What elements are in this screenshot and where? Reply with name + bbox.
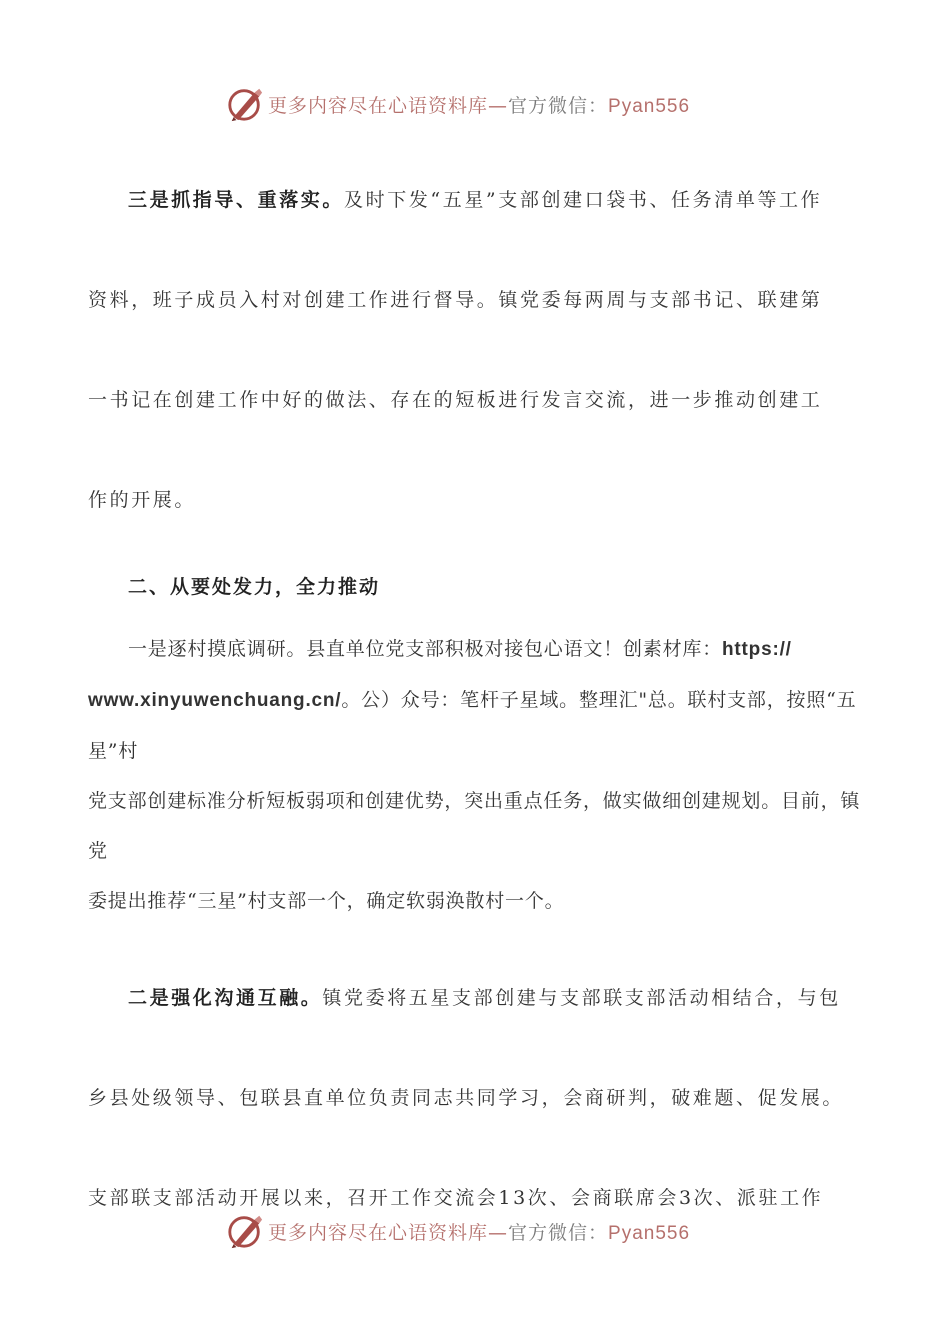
paragraph-3-lead: 二是强化沟通互融。 bbox=[128, 987, 323, 1009]
paragraph-1-line-2: 资料，班子成员入村对创建工作进行督导。镇党委每两周与支部书记、联建第 bbox=[88, 289, 823, 311]
paragraph-gap bbox=[88, 926, 868, 948]
header-banner bbox=[226, 84, 690, 124]
document-body bbox=[88, 150, 868, 1248]
paragraph-2-line-4: 委提出推荐“三星”村支部一个，确定软弱涣散村一个。 bbox=[88, 890, 565, 912]
wechat-id: Pyan556 bbox=[608, 1222, 691, 1244]
website-url-part2: www.xinyuwenchuang.cn/ bbox=[88, 690, 342, 711]
paragraph-2-line-1: 一是逐村摸底调研。县直单位党支部积极对接包心语文！创素材库：https:// bbox=[128, 638, 792, 660]
pen-circle-logo-icon bbox=[226, 1212, 264, 1250]
banner-text: 更多内容尽在心语资料库—官方微信：Pyan556 bbox=[268, 94, 691, 117]
section-heading: 二、从要处发力，全力推动 bbox=[128, 576, 381, 598]
paragraph-3-line-1: 二是强化沟通互融。镇党委将五星支部创建与支部联支部活动相结合，与包 bbox=[128, 987, 841, 1009]
paragraph-3-line-2: 乡县处级领导、包联县直单位负责同志共同学习，会商研判，破难题、促发展。 bbox=[88, 1087, 845, 1109]
paragraph-2-line-3: 党支部创建标准分析短板弱项和创建优势，突出重点任务，做实做细创建规划。目前，镇党 bbox=[88, 790, 861, 862]
paragraph-3-line-3: 支部联支部活动开展以来，召开工作交流会13次、会商联席会3次、派驻工作 bbox=[88, 1187, 824, 1209]
paragraph-1-line-3: 一书记在创建工作中好的做法、存在的短板进行发言交流，进一步推动创建工 bbox=[88, 389, 823, 411]
banner-text: 更多内容尽在心语资料库—官方微信：Pyan556 bbox=[268, 1221, 691, 1244]
paragraph-1-lead: 三是抓指导、重落实。 bbox=[128, 189, 345, 211]
website-url-part1: https:// bbox=[722, 639, 792, 660]
paragraph-2-line-2: www.xinyuwenchuang.cn/。公）众号：笔杆子星域。整理汇"总。联村支部，按照“五星”村 bbox=[88, 689, 857, 762]
paragraph-1-line-1: 三是抓指导、重落实。及时下发“五星”支部创建口袋书、任务清单等工作 bbox=[128, 189, 823, 211]
wechat-id: Pyan556 bbox=[608, 95, 691, 117]
footer-banner bbox=[226, 1211, 690, 1251]
pen-circle-logo-icon bbox=[226, 85, 264, 123]
paragraph-1-line-4: 作的开展。 bbox=[88, 489, 197, 511]
